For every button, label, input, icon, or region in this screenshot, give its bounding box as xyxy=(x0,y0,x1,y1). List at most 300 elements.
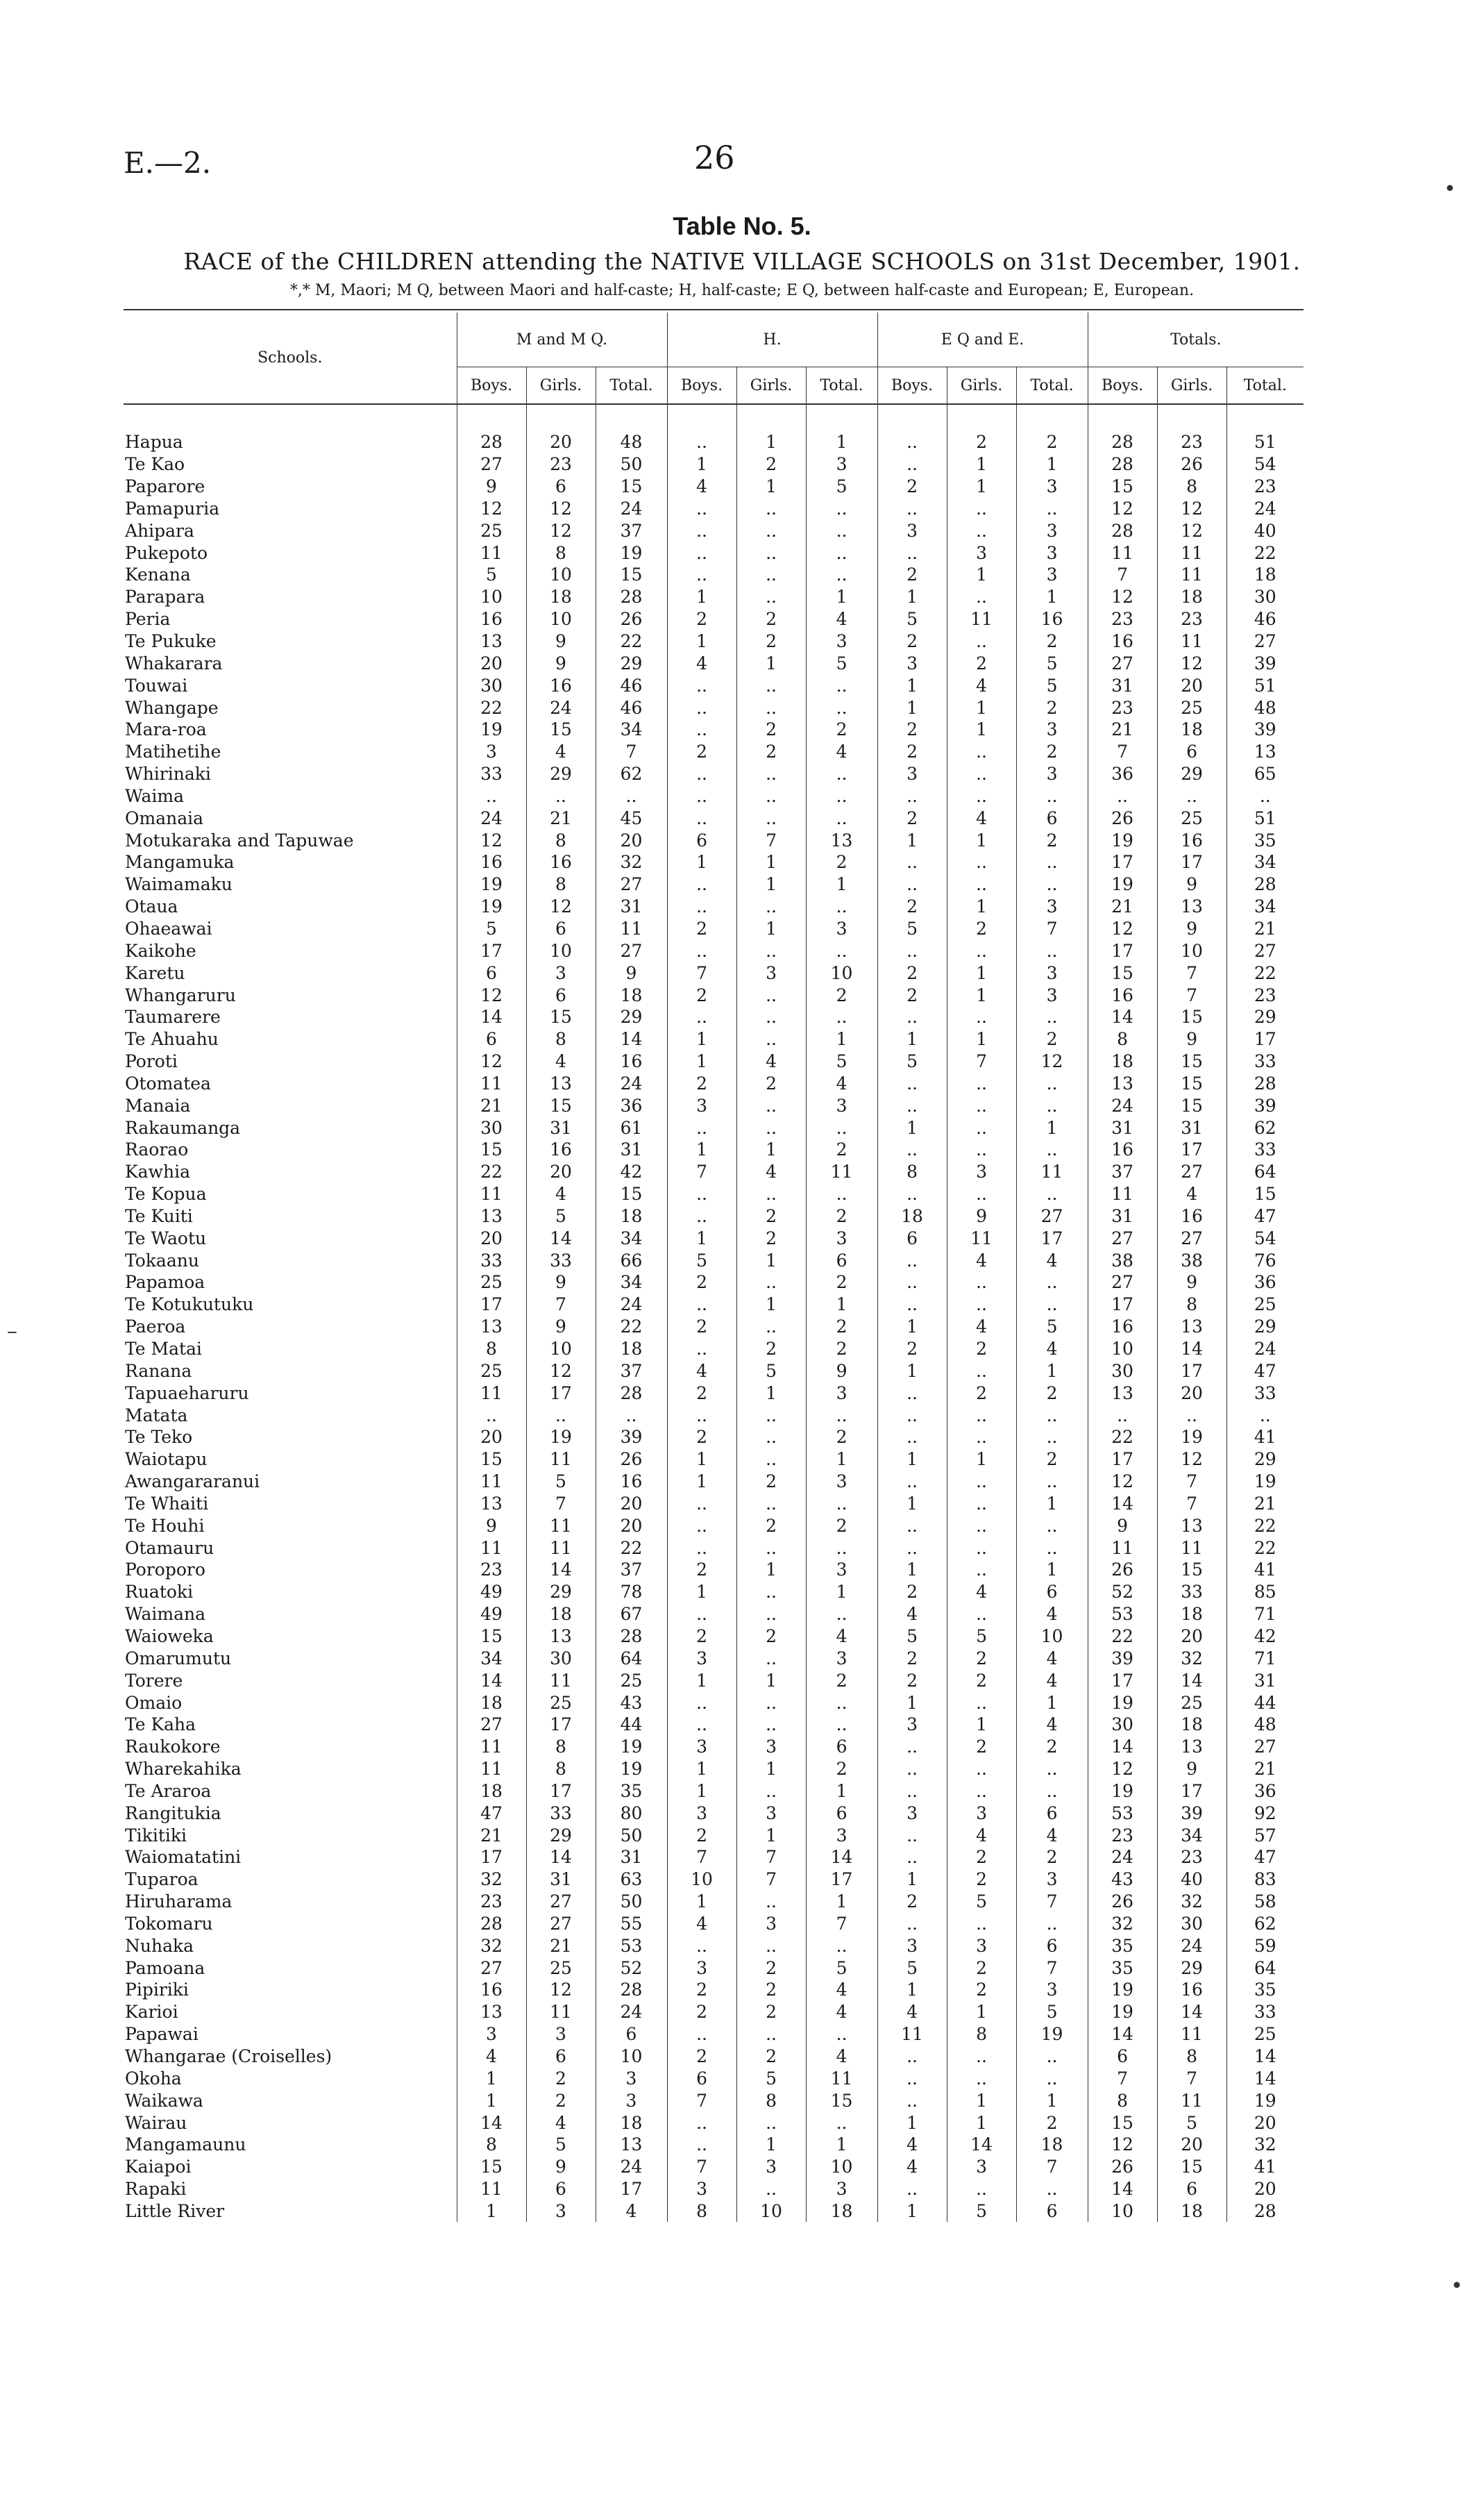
table-subtitle: RACE of the CHILDREN attending the NATIVE VILLAGE SCHOOLS on 31st December, 1901. xyxy=(183,248,1301,275)
count-cell: .. xyxy=(877,1758,947,1780)
count-cell: .. xyxy=(667,896,736,918)
count-cell: .. xyxy=(947,939,1016,962)
table-row xyxy=(124,1139,1304,1161)
count-cell: 5 xyxy=(877,608,947,630)
table-legend: *,* M, Maori; M Q, between Maori and half-caste; H, half-caste; E Q, between half-caste and European; E, European. xyxy=(289,282,1195,299)
count-cell: .. xyxy=(947,1471,1016,1493)
count-cell: 7 xyxy=(806,1913,877,1935)
count-cell: 15 xyxy=(526,1094,596,1116)
count-cell: 6 xyxy=(596,2023,667,2046)
count-cell: 11 xyxy=(457,1471,526,1493)
count-cell: 26 xyxy=(1088,1891,1157,1913)
count-cell: 65 xyxy=(1226,763,1304,785)
school-name: Raorao xyxy=(125,1139,189,1160)
count-cell: 34 xyxy=(596,1271,667,1294)
table-row xyxy=(124,1736,1304,1758)
count-cell: 3 xyxy=(806,1227,877,1249)
count-cell: 48 xyxy=(596,431,667,453)
count-cell: .. xyxy=(947,1006,1016,1028)
table-row xyxy=(124,1824,1304,1846)
count-cell: .. xyxy=(947,1294,1016,1316)
count-cell: 4 xyxy=(806,608,877,630)
count-cell: 33 xyxy=(1226,1051,1304,1073)
count-cell: 1 xyxy=(877,1028,947,1051)
count-cell: 19 xyxy=(1088,1780,1157,1802)
count-cell: 7 xyxy=(1088,2067,1157,2089)
count-cell: 5 xyxy=(1016,674,1088,696)
table-row xyxy=(124,807,1304,829)
table-row xyxy=(124,586,1304,608)
count-cell: 22 xyxy=(1226,1514,1304,1537)
count-cell: 2 xyxy=(667,1382,736,1404)
count-cell: 2 xyxy=(736,2001,806,2023)
race-table xyxy=(124,312,1304,2222)
count-cell: 38 xyxy=(1088,1249,1157,1271)
count-cell: 3 xyxy=(1016,984,1088,1006)
count-cell: 18 xyxy=(526,586,596,608)
count-cell: .. xyxy=(1016,1139,1088,1161)
count-cell: 2 xyxy=(1016,431,1088,453)
count-cell: 10 xyxy=(526,608,596,630)
count-cell: 2 xyxy=(947,1338,1016,1360)
count-cell: 6 xyxy=(526,918,596,940)
count-cell: 3 xyxy=(1016,1868,1088,1891)
count-cell: 29 xyxy=(1226,1316,1304,1338)
count-cell: 38 xyxy=(1157,1249,1226,1271)
count-cell: 2 xyxy=(736,608,806,630)
count-cell: 19 xyxy=(1088,1691,1157,1714)
count-cell: .. xyxy=(457,1404,526,1426)
school-name: Manaia xyxy=(125,1095,191,1116)
count-cell: 6 xyxy=(526,984,596,1006)
school-name: Paeroa xyxy=(125,1316,186,1337)
count-cell: .. xyxy=(736,1714,806,1736)
count-cell: .. xyxy=(736,984,806,1006)
count-cell: 10 xyxy=(736,2200,806,2223)
count-cell: 2 xyxy=(877,1669,947,1691)
count-cell: 4 xyxy=(806,1979,877,2001)
count-cell: 1 xyxy=(947,476,1016,498)
count-cell: 3 xyxy=(806,1471,877,1493)
count-cell: .. xyxy=(667,2134,736,2156)
count-cell: 16 xyxy=(457,851,526,873)
table-row xyxy=(124,1581,1304,1603)
count-cell: 32 xyxy=(1157,1891,1226,1913)
count-cell: 2 xyxy=(806,1338,877,1360)
count-cell: 22 xyxy=(1088,1426,1157,1448)
count-cell: 6 xyxy=(806,1249,877,1271)
count-cell: 21 xyxy=(457,1824,526,1846)
count-cell: 1 xyxy=(947,829,1016,851)
school-name: Paparore xyxy=(125,476,205,497)
count-cell: .. xyxy=(947,498,1016,520)
count-cell: 6 xyxy=(667,829,736,851)
count-cell: 4 xyxy=(877,2001,947,2023)
count-cell: 15 xyxy=(596,476,667,498)
count-cell: 4 xyxy=(1016,1338,1088,1360)
count-cell: .. xyxy=(736,1581,806,1603)
count-cell: .. xyxy=(947,763,1016,785)
count-cell: 32 xyxy=(1226,2134,1304,2156)
count-cell: 53 xyxy=(596,1934,667,1957)
table-row xyxy=(124,608,1304,630)
count-cell: 1 xyxy=(667,1051,736,1073)
school-name: Omaio xyxy=(125,1692,183,1713)
count-cell: 9 xyxy=(526,1316,596,1338)
count-cell: .. xyxy=(736,1891,806,1913)
count-cell: 9 xyxy=(1157,1758,1226,1780)
count-cell: 1 xyxy=(877,1868,947,1891)
count-cell: 18 xyxy=(806,2200,877,2223)
count-cell: 12 xyxy=(1016,1051,1088,1073)
count-cell: 2 xyxy=(1016,2111,1088,2134)
count-cell: 1 xyxy=(947,896,1016,918)
count-cell: 1 xyxy=(736,1824,806,1846)
count-cell: 21 xyxy=(1226,918,1304,940)
count-cell: 9 xyxy=(596,962,667,984)
count-cell: 42 xyxy=(596,1161,667,1183)
count-cell: 22 xyxy=(1226,1537,1304,1559)
count-cell: 3 xyxy=(667,1957,736,1979)
count-cell: 26 xyxy=(1088,1559,1157,1581)
school-name: Taumarere xyxy=(125,1007,221,1028)
count-cell: 59 xyxy=(1226,1934,1304,1957)
count-cell: .. xyxy=(667,1404,736,1426)
count-cell: 11 xyxy=(947,608,1016,630)
count-cell: 3 xyxy=(877,1714,947,1736)
count-cell: .. xyxy=(736,1647,806,1669)
count-cell: 4 xyxy=(877,2134,947,2156)
school-name: Rangitukia xyxy=(125,1802,221,1823)
table-row xyxy=(124,564,1304,586)
count-cell: .. xyxy=(526,785,596,808)
count-cell: 31 xyxy=(1088,674,1157,696)
school-name: Ohaeawai xyxy=(125,918,212,939)
count-cell: .. xyxy=(667,542,736,564)
count-cell: 12 xyxy=(1157,1448,1226,1471)
count-cell: 35 xyxy=(596,1780,667,1802)
count-cell: 1 xyxy=(947,719,1016,741)
table-row xyxy=(124,1913,1304,1935)
count-cell: 17 xyxy=(1088,1294,1157,1316)
count-cell: 1 xyxy=(1016,1691,1088,1714)
school-name: Otomatea xyxy=(125,1073,211,1094)
count-cell: 1 xyxy=(947,1028,1016,1051)
count-cell: 4 xyxy=(526,2111,596,2134)
count-cell: 19 xyxy=(457,719,526,741)
count-cell: 23 xyxy=(1226,984,1304,1006)
count-cell: 19 xyxy=(1016,2023,1088,2046)
count-cell: .. xyxy=(947,2046,1016,2068)
count-cell: 16 xyxy=(1157,1205,1226,1228)
count-cell: 1 xyxy=(806,431,877,453)
count-cell: 25 xyxy=(457,1271,526,1294)
sub-header-total: Total. xyxy=(1226,367,1304,405)
count-cell: 9 xyxy=(457,476,526,498)
count-cell: .. xyxy=(1016,1183,1088,1205)
count-cell: 35 xyxy=(1226,1979,1304,2001)
count-cell: 2 xyxy=(877,1338,947,1360)
count-cell: 1 xyxy=(736,1382,806,1404)
count-cell: 10 xyxy=(1016,1625,1088,1648)
count-cell: 3 xyxy=(1016,542,1088,564)
school-name: Waimana xyxy=(125,1604,206,1625)
count-cell: 27 xyxy=(1226,939,1304,962)
school-name: Te Kopua xyxy=(125,1184,207,1205)
sub-header-boys: Boys. xyxy=(667,367,736,405)
count-cell: 7 xyxy=(526,1294,596,1316)
count-cell: 28 xyxy=(596,586,667,608)
count-cell: 17 xyxy=(457,1846,526,1868)
count-cell: 11 xyxy=(1157,2089,1226,2111)
count-cell: 14 xyxy=(806,1846,877,1868)
count-cell: 15 xyxy=(526,1006,596,1028)
count-cell: 24 xyxy=(457,807,526,829)
count-cell: 7 xyxy=(736,829,806,851)
count-cell: 12 xyxy=(526,1979,596,2001)
count-cell: 1 xyxy=(806,1448,877,1471)
count-cell: 24 xyxy=(526,696,596,719)
count-cell: 52 xyxy=(1088,1581,1157,1603)
count-cell: .. xyxy=(1016,939,1088,962)
school-name: Hapua xyxy=(125,432,183,453)
count-cell: 14 xyxy=(1088,2023,1157,2046)
count-cell: 49 xyxy=(457,1603,526,1625)
count-cell: 9 xyxy=(1088,1514,1157,1537)
count-cell: 2 xyxy=(947,1868,1016,1891)
count-cell: 28 xyxy=(457,1913,526,1935)
count-cell: 4 xyxy=(947,1249,1016,1271)
table-row xyxy=(124,542,1304,564)
count-cell: 17 xyxy=(806,1868,877,1891)
school-name: Kenana xyxy=(125,564,191,585)
count-cell: 5 xyxy=(526,2134,596,2156)
count-cell: 11 xyxy=(877,2023,947,2046)
count-cell: 18 xyxy=(457,1691,526,1714)
count-cell: 2 xyxy=(1016,1736,1088,1758)
count-cell: 16 xyxy=(457,1979,526,2001)
count-cell: .. xyxy=(877,1846,947,1868)
table-row xyxy=(124,1647,1304,1669)
count-cell: .. xyxy=(947,1603,1016,1625)
count-cell: 2 xyxy=(667,1072,736,1094)
count-cell: 30 xyxy=(457,674,526,696)
count-cell: 5 xyxy=(457,918,526,940)
count-cell: 7 xyxy=(1016,918,1088,940)
count-cell: 20 xyxy=(596,1514,667,1537)
count-cell: 3 xyxy=(1016,476,1088,498)
school-name: Matata xyxy=(125,1405,188,1425)
count-cell: 1 xyxy=(877,1360,947,1382)
count-cell: .. xyxy=(736,2178,806,2200)
count-cell: 18 xyxy=(1157,719,1226,741)
count-cell: 6 xyxy=(1016,1802,1088,1824)
count-cell: 62 xyxy=(1226,1116,1304,1139)
table-row xyxy=(124,2200,1304,2223)
count-cell: 2 xyxy=(806,719,877,741)
count-cell: .. xyxy=(1016,1006,1088,1028)
table-row xyxy=(124,962,1304,984)
count-cell: .. xyxy=(947,1426,1016,1448)
count-cell: 23 xyxy=(1157,431,1226,453)
table-row xyxy=(124,2178,1304,2200)
count-cell: .. xyxy=(806,696,877,719)
count-cell: 11 xyxy=(457,1537,526,1559)
count-cell: 12 xyxy=(1088,498,1157,520)
count-cell: 31 xyxy=(526,1868,596,1891)
count-cell: 13 xyxy=(526,1625,596,1648)
school-name: Te Pukuke xyxy=(125,631,217,652)
count-cell: 9 xyxy=(526,630,596,653)
school-name: Kaikohe xyxy=(125,940,196,961)
count-cell: 1 xyxy=(1016,586,1088,608)
count-cell: 27 xyxy=(1088,1271,1157,1294)
count-cell: 30 xyxy=(1226,586,1304,608)
count-cell: 4 xyxy=(877,1603,947,1625)
count-cell: 4 xyxy=(667,476,736,498)
count-cell: 1 xyxy=(877,1493,947,1515)
count-cell: .. xyxy=(877,1514,947,1537)
count-cell: .. xyxy=(736,2111,806,2134)
count-cell: 15 xyxy=(457,1448,526,1471)
count-cell: 16 xyxy=(596,1051,667,1073)
count-cell: 80 xyxy=(596,1802,667,1824)
count-cell: 23 xyxy=(1157,608,1226,630)
count-cell: 5 xyxy=(806,1957,877,1979)
table-row xyxy=(124,1448,1304,1471)
spacer-cell xyxy=(806,404,877,431)
count-cell: 2 xyxy=(667,918,736,940)
count-cell: 3 xyxy=(736,1913,806,1935)
count-cell: 7 xyxy=(1157,984,1226,1006)
group-header-e: E Q and E. xyxy=(877,312,1088,367)
school-name: Otamauru xyxy=(125,1537,214,1558)
count-cell: 1 xyxy=(947,984,1016,1006)
count-cell: 3 xyxy=(736,1802,806,1824)
count-cell: 4 xyxy=(667,1360,736,1382)
count-cell: 47 xyxy=(1226,1846,1304,1868)
count-cell: 36 xyxy=(1226,1271,1304,1294)
count-cell: 1 xyxy=(667,1758,736,1780)
count-cell: 1 xyxy=(667,586,736,608)
count-cell: .. xyxy=(1016,1404,1088,1426)
count-cell: 8 xyxy=(457,1338,526,1360)
count-cell: .. xyxy=(806,939,877,962)
count-cell: 12 xyxy=(457,984,526,1006)
school-name: Whangarae (Croiselles) xyxy=(125,2046,332,2067)
count-cell: 30 xyxy=(457,1116,526,1139)
count-cell: 3 xyxy=(596,2067,667,2089)
school-name: Mara-roa xyxy=(125,719,207,740)
count-cell: .. xyxy=(526,1404,596,1426)
count-cell: 1 xyxy=(947,1714,1016,1736)
table-row xyxy=(124,1072,1304,1094)
count-cell: 10 xyxy=(526,1338,596,1360)
count-cell: 1 xyxy=(736,1559,806,1581)
count-cell: .. xyxy=(736,696,806,719)
count-cell: .. xyxy=(1016,498,1088,520)
count-cell: 2 xyxy=(667,1426,736,1448)
count-cell: .. xyxy=(877,1006,947,1028)
count-cell: 13 xyxy=(1088,1382,1157,1404)
count-cell: 13 xyxy=(1226,741,1304,763)
count-cell: 15 xyxy=(806,2089,877,2111)
count-cell: .. xyxy=(1016,1271,1088,1294)
count-cell: 17 xyxy=(1088,939,1157,962)
count-cell: 78 xyxy=(596,1581,667,1603)
count-cell: 1 xyxy=(877,829,947,851)
count-cell: 4 xyxy=(947,1824,1016,1846)
count-cell: .. xyxy=(877,2046,947,2068)
count-cell: 2 xyxy=(736,630,806,653)
count-cell: 18 xyxy=(1088,1051,1157,1073)
count-cell: 2 xyxy=(667,608,736,630)
count-cell: .. xyxy=(1016,2067,1088,2089)
count-cell: 20 xyxy=(1226,2111,1304,2134)
count-cell: 1 xyxy=(1016,453,1088,476)
count-cell: .. xyxy=(806,896,877,918)
count-cell: 11 xyxy=(1157,1537,1226,1559)
school-name: Pukepoto xyxy=(125,542,208,563)
count-cell: .. xyxy=(877,873,947,896)
count-cell: 20 xyxy=(526,1161,596,1183)
school-name: Kawhia xyxy=(125,1162,190,1182)
count-cell: 20 xyxy=(1157,1382,1226,1404)
count-cell: 11 xyxy=(1088,542,1157,564)
table-row xyxy=(124,896,1304,918)
count-cell: 6 xyxy=(526,2178,596,2200)
count-cell: 19 xyxy=(1157,1426,1226,1448)
count-cell: 12 xyxy=(526,1360,596,1382)
count-cell: 25 xyxy=(1226,1294,1304,1316)
count-cell: 16 xyxy=(526,851,596,873)
count-cell: 15 xyxy=(1157,1094,1226,1116)
count-cell: 13 xyxy=(806,829,877,851)
count-cell: 6 xyxy=(457,962,526,984)
count-cell: 11 xyxy=(526,1669,596,1691)
count-cell: .. xyxy=(877,1094,947,1116)
count-cell: .. xyxy=(947,785,1016,808)
count-cell: .. xyxy=(1016,873,1088,896)
count-cell: 19 xyxy=(1088,829,1157,851)
count-cell: 14 xyxy=(457,1669,526,1691)
count-cell: 14 xyxy=(526,1559,596,1581)
count-cell: 2 xyxy=(1016,630,1088,653)
count-cell: 14 xyxy=(947,2134,1016,2156)
count-cell: 1 xyxy=(736,1294,806,1316)
count-cell: 19 xyxy=(457,873,526,896)
count-cell: 15 xyxy=(1088,476,1157,498)
count-cell: 22 xyxy=(1226,962,1304,984)
count-cell: 2 xyxy=(947,1957,1016,1979)
count-cell: 16 xyxy=(596,1471,667,1493)
count-cell: 5 xyxy=(457,564,526,586)
count-cell: 4 xyxy=(526,1183,596,1205)
count-cell: 64 xyxy=(1226,1161,1304,1183)
count-cell: 11 xyxy=(1157,542,1226,564)
school-name: Raukokore xyxy=(125,1737,221,1757)
count-cell: 17 xyxy=(526,1780,596,1802)
count-cell: 44 xyxy=(596,1714,667,1736)
count-cell: 39 xyxy=(1226,652,1304,674)
count-cell: .. xyxy=(736,1183,806,1205)
count-cell: 18 xyxy=(1157,1603,1226,1625)
count-cell: 9 xyxy=(1157,1271,1226,1294)
count-cell: .. xyxy=(667,763,736,785)
count-cell: .. xyxy=(736,586,806,608)
count-cell: 34 xyxy=(1226,851,1304,873)
count-cell: .. xyxy=(667,1603,736,1625)
